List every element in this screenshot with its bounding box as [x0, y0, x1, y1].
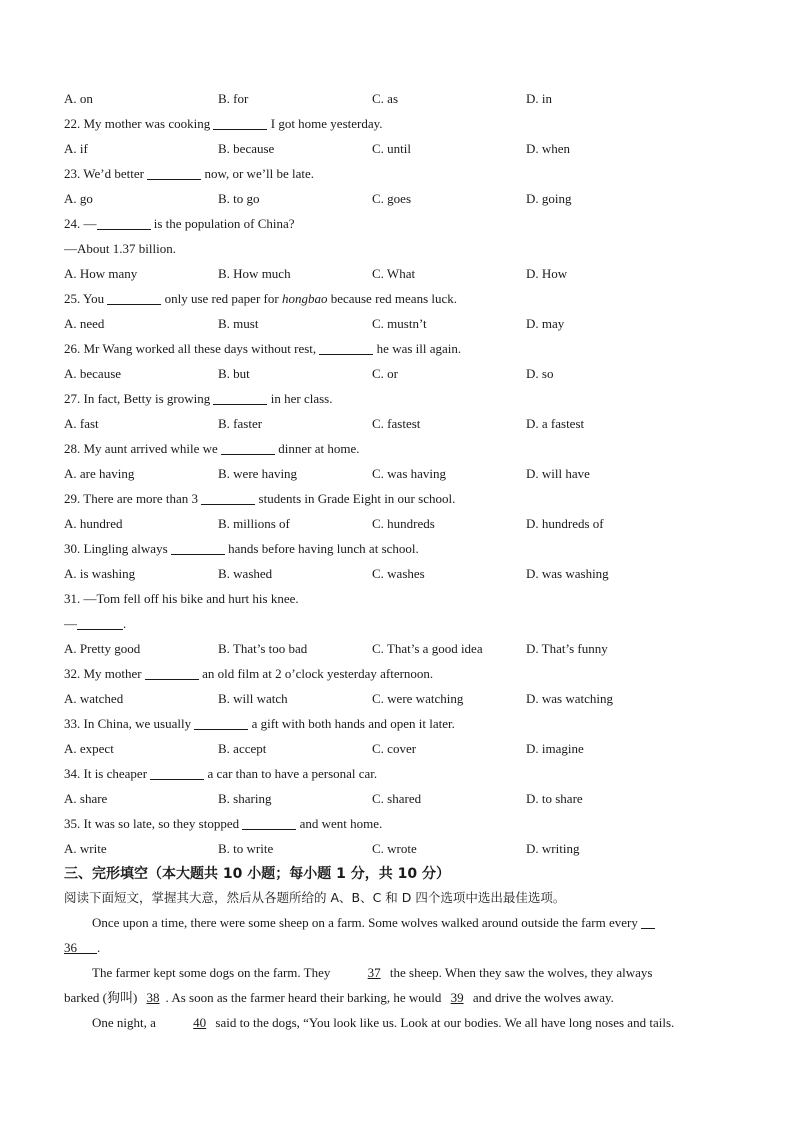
- option-d[interactable]: D. a fastest: [526, 416, 585, 431]
- passage-text: barked (狗叫): [64, 990, 141, 1005]
- answer-blank[interactable]: [641, 914, 655, 929]
- question-text: 29. There are more than 3: [64, 491, 202, 506]
- passage-text: said to the dogs, “You look like us. Look at our bodies. We all have long noses and tails.: [212, 1015, 675, 1030]
- answer-blank[interactable]: [97, 215, 151, 230]
- option-c[interactable]: C. fastest: [372, 416, 421, 431]
- question-stem: [64, 613, 744, 638]
- option-row: [64, 263, 744, 288]
- option-b[interactable]: B. to go: [218, 191, 260, 206]
- question-stem: [64, 763, 744, 788]
- question-stem: [64, 488, 744, 513]
- question-text: 32. My mother: [64, 666, 145, 681]
- option-row: [64, 638, 744, 663]
- answer-blank[interactable]: [319, 340, 373, 355]
- option-a[interactable]: A. need: [64, 316, 105, 331]
- option-c[interactable]: C. was having: [372, 466, 447, 481]
- option-row: [64, 513, 744, 538]
- question-text: 25. You: [64, 291, 108, 306]
- question-stem: [64, 288, 744, 313]
- option-row: [64, 688, 744, 713]
- option-b[interactable]: B. millions of: [218, 516, 290, 531]
- option-b[interactable]: B. accept: [218, 741, 267, 756]
- question-text: dinner at home.: [275, 441, 360, 456]
- option-row: [64, 313, 744, 338]
- question-text: a gift with both hands and open it later.: [248, 716, 455, 731]
- option-c[interactable]: C. hundreds: [372, 516, 435, 531]
- option-b[interactable]: B. were having: [218, 466, 298, 481]
- option-a[interactable]: A. hundred: [64, 516, 123, 531]
- section-instruction: 阅读下面短文，掌握其大意，然后从各题所给的 A、B、C 和 D 四个选项中选出最佳选项。: [64, 890, 566, 905]
- option-b[interactable]: B. washed: [218, 566, 273, 581]
- question-stem: [64, 338, 744, 363]
- question-text: 22. My mother was cooking: [64, 116, 214, 131]
- answer-blank[interactable]: [213, 390, 267, 405]
- passage-text: Once upon a time, there were some sheep on a farm. Some wolves walked around outside the farm every: [92, 915, 642, 930]
- option-a[interactable]: A. are having: [64, 466, 135, 481]
- option-d[interactable]: D. so: [526, 366, 554, 381]
- question-text: in her class.: [267, 391, 333, 406]
- option-c[interactable]: C. That’s a good idea: [372, 641, 483, 656]
- question-text: only use red paper for: [161, 291, 282, 306]
- option-row: [64, 838, 744, 863]
- question-stem: [64, 388, 744, 413]
- question-stem: [64, 163, 744, 188]
- option-c[interactable]: C. shared: [372, 791, 422, 806]
- question-stem: [64, 713, 744, 738]
- question-stem: [64, 213, 744, 238]
- question-text: an old film at 2 o’clock yesterday afternoon.: [198, 666, 434, 681]
- question-text: 27. In fact, Betty is growing: [64, 391, 214, 406]
- option-d[interactable]: D. to share: [526, 791, 583, 806]
- option-c[interactable]: C. washes: [372, 566, 425, 581]
- answer-blank[interactable]: [147, 165, 201, 180]
- option-row: [64, 88, 744, 113]
- option-b[interactable]: B. How much: [218, 266, 291, 281]
- option-d[interactable]: D. hundreds of: [526, 516, 604, 531]
- question-text: 28. My aunt arrived while we: [64, 441, 222, 456]
- question-text: is the population of China?: [150, 216, 295, 231]
- option-a[interactable]: A. watched: [64, 691, 124, 706]
- answer-blank[interactable]: [213, 115, 267, 130]
- option-a[interactable]: A. go: [64, 191, 93, 206]
- blank-39[interactable]: 39: [450, 990, 464, 1005]
- question-list: [64, 88, 744, 863]
- answer-blank[interactable]: [77, 939, 97, 954]
- option-c[interactable]: C. as: [372, 91, 398, 106]
- option-c[interactable]: C. mustn’t: [372, 316, 427, 331]
- option-a[interactable]: A. because: [64, 366, 122, 381]
- option-c[interactable]: C. were watching: [372, 691, 464, 706]
- question-text: —: [64, 616, 77, 631]
- option-a[interactable]: A. is washing: [64, 566, 136, 581]
- question-text: 33. In China, we usually: [64, 716, 195, 731]
- answer-blank[interactable]: [221, 440, 275, 455]
- question-text: I got home yesterday.: [267, 116, 383, 131]
- question-text: students in Grade Eight in our school.: [255, 491, 456, 506]
- option-a[interactable]: A. fast: [64, 416, 99, 431]
- question-text: now, or we’ll be late.: [201, 166, 315, 181]
- passage-text: the sheep. When they saw the wolves, they always: [386, 965, 653, 980]
- option-c[interactable]: C. cover: [372, 741, 417, 756]
- option-b[interactable]: B. That’s too bad: [218, 641, 308, 656]
- question-text: and went home.: [296, 816, 383, 831]
- option-d[interactable]: D. when: [526, 141, 571, 156]
- passage-text: .: [97, 940, 101, 955]
- blank-40[interactable]: 40: [193, 1015, 207, 1030]
- question-text: 30. Lingling always: [64, 541, 171, 556]
- passage-text: . As soon as the farmer heard their barking, he would: [165, 990, 445, 1005]
- question-text: 26. Mr Wang worked all these days without rest,: [64, 341, 320, 356]
- answer-blank[interactable]: [242, 815, 296, 830]
- question-text-line: —About 1.37 billion.: [64, 241, 176, 256]
- answer-blank[interactable]: [107, 290, 161, 305]
- option-a[interactable]: A. expect: [64, 741, 114, 756]
- blank-36[interactable]: 36: [64, 940, 77, 955]
- question-stem: [64, 538, 744, 563]
- option-row: [64, 413, 744, 438]
- question-stem: [64, 663, 744, 688]
- option-a[interactable]: A. How many: [64, 266, 138, 281]
- option-d[interactable]: D. writing: [526, 841, 580, 856]
- option-d[interactable]: D. How: [526, 266, 568, 281]
- blank-37[interactable]: 37: [367, 965, 381, 980]
- question-stem: [64, 113, 744, 138]
- passage-line-3: [64, 962, 744, 987]
- question-text: 35. It was so late, so they stopped: [64, 816, 243, 831]
- option-b[interactable]: B. but: [218, 366, 250, 381]
- option-b[interactable]: B. will watch: [218, 691, 288, 706]
- answer-blank[interactable]: [194, 715, 248, 730]
- answer-blank[interactable]: [145, 665, 199, 680]
- exam-page: [64, 88, 744, 1037]
- answer-blank[interactable]: [150, 765, 204, 780]
- option-d[interactable]: D. will have: [526, 466, 590, 481]
- option-b[interactable]: B. faster: [218, 416, 263, 431]
- question-stem: [64, 438, 744, 463]
- option-b[interactable]: B. to write: [218, 841, 274, 856]
- passage-line-2: [64, 937, 744, 962]
- option-d[interactable]: D. in: [526, 91, 552, 106]
- option-c[interactable]: C. until: [372, 141, 412, 156]
- option-a[interactable]: A. on: [64, 91, 93, 106]
- option-row: [64, 738, 744, 763]
- option-row: [64, 463, 744, 488]
- passage-line-1: [64, 912, 744, 937]
- option-row: [64, 138, 744, 163]
- option-c[interactable]: C. What: [372, 266, 416, 281]
- option-c[interactable]: C. wrote: [372, 841, 417, 856]
- passage-text: and drive the wolves away.: [469, 990, 614, 1005]
- option-b[interactable]: B. for: [218, 91, 249, 106]
- option-d[interactable]: D. imagine: [526, 741, 584, 756]
- option-d[interactable]: D. was watching: [526, 691, 614, 706]
- option-b[interactable]: B. because: [218, 141, 275, 156]
- question-text: 34. It is cheaper: [64, 766, 151, 781]
- option-d[interactable]: D. may: [526, 316, 565, 331]
- option-row: [64, 363, 744, 388]
- passage-line-4: [64, 987, 744, 1012]
- option-d[interactable]: D. was washing: [526, 566, 609, 581]
- question-text: because red means luck.: [327, 291, 458, 306]
- option-a[interactable]: A. if: [64, 141, 88, 156]
- question-text: hands before having lunch at school.: [224, 541, 419, 556]
- section-title: 三、完形填空（本大题共 10 小题；每小题 1 分，共 10 分）: [64, 866, 450, 882]
- option-a[interactable]: A. share: [64, 791, 108, 806]
- question-text: he was ill again.: [373, 341, 462, 356]
- question-text: a car than to have a personal car.: [204, 766, 378, 781]
- question-text-line: 31. —Tom fell off his bike and hurt his knee.: [64, 591, 299, 606]
- passage-text: One night, a: [92, 1015, 160, 1030]
- question-stem: [64, 813, 744, 838]
- option-d[interactable]: D. going: [526, 191, 572, 206]
- question-text: 23. We’d better: [64, 166, 148, 181]
- option-d[interactable]: D. That’s funny: [526, 641, 608, 656]
- answer-blank[interactable]: [201, 490, 255, 505]
- option-c[interactable]: C. or: [372, 366, 398, 381]
- question-text: 24. —: [64, 216, 97, 231]
- option-a[interactable]: A. write: [64, 841, 107, 856]
- option-c[interactable]: C. goes: [372, 191, 411, 206]
- passage-line-5: [64, 1012, 744, 1037]
- option-b[interactable]: B. sharing: [218, 791, 272, 806]
- question-text: .: [123, 616, 127, 631]
- option-row: [64, 563, 744, 588]
- blank-38[interactable]: 38: [146, 990, 160, 1005]
- answer-blank[interactable]: [171, 540, 225, 555]
- passage-text: The farmer kept some dogs on the farm. They: [92, 965, 334, 980]
- answer-blank[interactable]: [77, 615, 123, 630]
- option-row: [64, 788, 744, 813]
- option-a[interactable]: A. Pretty good: [64, 641, 141, 656]
- option-b[interactable]: B. must: [218, 316, 259, 331]
- italic-term: hongbao: [281, 291, 328, 306]
- option-row: [64, 188, 744, 213]
